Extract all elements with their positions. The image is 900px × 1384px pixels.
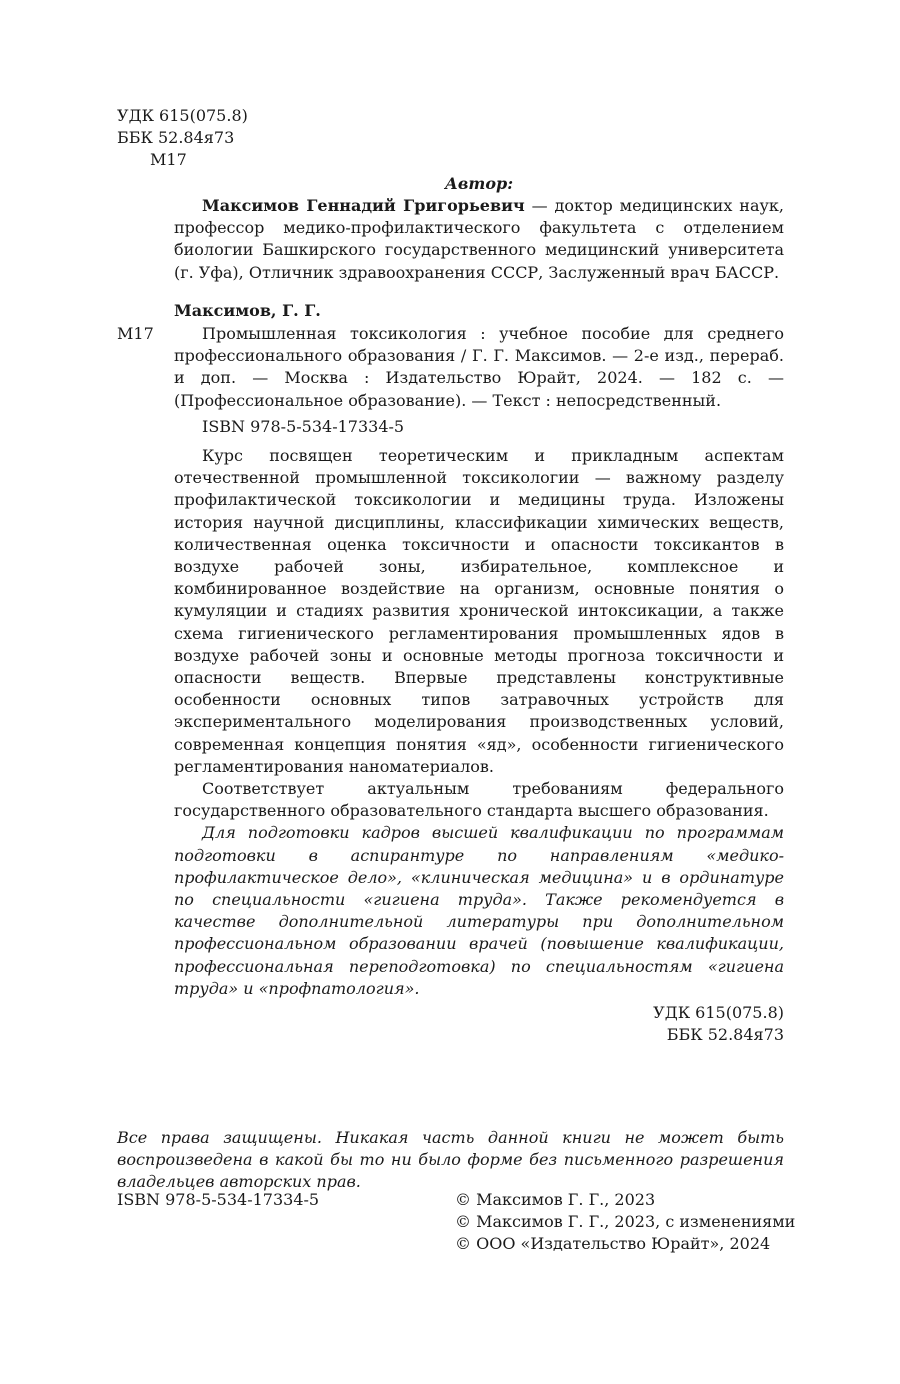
author-heading: Автор: [444, 174, 514, 193]
bib-mark: М17 [117, 324, 154, 343]
bib-author-heading: Максимов, Г. Г. [174, 301, 321, 320]
author-description [174, 195, 784, 284]
bib-isbn: ISBN 978-5-534-17334-5 [202, 417, 405, 436]
bib-description-text: Промышленная токсикология : учебное пособие для среднего профессионального образования / Г. Г. Максимов. — 2-е изд., перераб. и доп. — Москва : Издательство Юрайт, 2024. — 182 с. — (Профессиональное образование). — Текст : непосредственный. [174, 324, 784, 410]
annotation [174, 445, 784, 1046]
annotation-paragraph-1: Курс посвящен теоретическим и прикладным аспектам отечественной промышленной токсикологии — важному разделу профилактической токсикологии и медицины труда. Изложены история научной дисциплины, классификации химических веществ, количественная оценка токсичности и опасности токсикантов в воздухе рабочей зоны, избирательное, комплексное и комбинированное воздействие на организм, основные понятия о кумуляции и стадиях развития хронической интоксикации, а также схема гигиенического регламентирования промышленных ядов в воздухе рабочей зоны и основные методы прогноза токсичности и опасности веществ. Впервые представлены конструктивные особенности основных типов затравочных устройств для экспериментального моделирования производственных условий, современная концепция понятия «яд», особенности гигиенического регламентирования наноматериалов. [174, 446, 784, 776]
footer-copyrights [455, 1189, 795, 1255]
author-name: Максимов Геннадий Григорьевич [202, 196, 525, 215]
annotation-udk: УДК 615(075.8) [653, 1003, 784, 1023]
copyright-line: © Максимов Г. Г., 2023 [455, 1190, 656, 1209]
copyright-line: © Максимов Г. Г., 2023, с изменениями [455, 1212, 796, 1231]
copyright-line: © ООО «Издательство Юрайт», 2024 [455, 1234, 771, 1253]
annotation-bbk: ББК 52.84я73 [666, 1025, 784, 1045]
author-mark: М17 [150, 150, 187, 169]
author-desc-rest: профессор медико-профилактического факультета с отделением биологии Башкирского государственного медицинский университета (г. Уфа), Отличник здравоохранения СССР, Заслуженный врач БАССР. [174, 218, 784, 282]
annotation-paragraph-2: Соответствует актуальным требованиям федерального государственного образовательного стандарта высшего образования. [174, 779, 784, 821]
udk-index: УДК 615(075.8) [117, 106, 248, 125]
bib-description [174, 323, 784, 412]
classification-block [117, 105, 248, 171]
author-desc-first: — доктор медицинских наук, [524, 196, 784, 215]
annotation-paragraph-3: Для подготовки кадров высшей квалификации по программам подготовки в аспирантуре по направлениям «медико-профилактическое дело», «клиническая медицина» и в ординатуре по специальности «гигиена труда». Также рекомендуется в качестве дополнительной литературы при дополнительном профессиональном образовании врачей (повышение квалификации, профессиональная переподготовка) по специальностям «гигиена труда» и «профпатология». [174, 823, 784, 998]
footer-isbn: ISBN 978-5-534-17334-5 [117, 1190, 320, 1209]
bbk-index: ББК 52.84я73 [117, 128, 235, 147]
rights-notice: Все права защищены. Никакая часть данной книги не может быть воспроизведена в какой бы то ни было форме без письменного разрешения владельцев авторских прав. [117, 1128, 784, 1191]
